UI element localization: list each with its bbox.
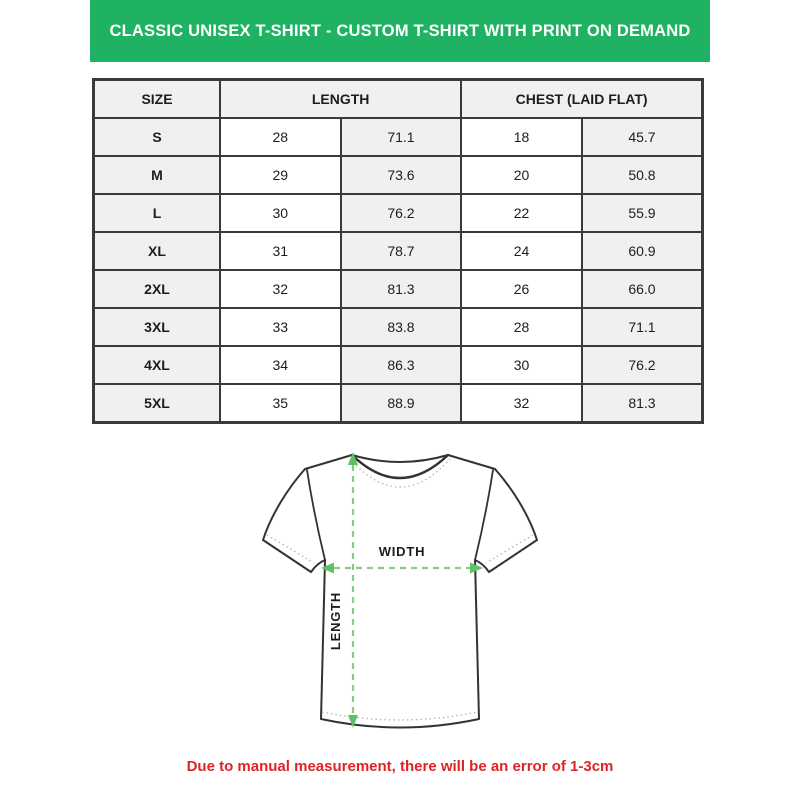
table-row (94, 346, 703, 384)
tshirt-outline-icon (263, 455, 537, 728)
size-cell: 4XL (94, 346, 221, 384)
width-label: WIDTH (378, 544, 426, 559)
size-cell: 3XL (94, 308, 221, 346)
table-row (94, 232, 703, 270)
table-header-row (94, 80, 703, 119)
title-banner (90, 0, 710, 62)
col-header-length: LENGTH (220, 80, 461, 119)
size-cell: M (94, 156, 221, 194)
length-cm-cell: 73.6 (341, 156, 462, 194)
length-cm-cell: 88.9 (341, 384, 462, 423)
size-cell: S (94, 118, 221, 156)
length-in-cell: 28 (220, 118, 341, 156)
length-in-cell: 33 (220, 308, 341, 346)
size-cell: XL (94, 232, 221, 270)
chest-in-cell: 22 (461, 194, 582, 232)
measurement-error-note: Due to manual measurement, there will be an error of 1-3cm (186, 758, 614, 775)
chest-cm-cell: 50.8 (582, 156, 703, 194)
chest-in-cell: 20 (461, 156, 582, 194)
table-row (94, 384, 703, 423)
length-cm-cell: 86.3 (341, 346, 462, 384)
chest-in-cell: 32 (461, 384, 582, 423)
length-in-cell: 29 (220, 156, 341, 194)
length-in-cell: 31 (220, 232, 341, 270)
chest-in-cell: 28 (461, 308, 582, 346)
table-row (94, 194, 703, 232)
chest-in-cell: 18 (461, 118, 582, 156)
length-in-cell: 34 (220, 346, 341, 384)
chest-in-cell: 24 (461, 232, 582, 270)
length-cm-cell: 83.8 (341, 308, 462, 346)
size-chart-table (92, 78, 704, 424)
col-header-chest: CHEST (LAID FLAT) (461, 80, 702, 119)
table-row (94, 308, 703, 346)
chest-cm-cell: 45.7 (582, 118, 703, 156)
chest-cm-cell: 71.1 (582, 308, 703, 346)
chest-cm-cell: 76.2 (582, 346, 703, 384)
size-cell: 2XL (94, 270, 221, 308)
table-row (94, 270, 703, 308)
tshirt-measurement-diagram (250, 443, 550, 748)
chest-in-cell: 26 (461, 270, 582, 308)
length-cm-cell: 76.2 (341, 194, 462, 232)
length-in-cell: 32 (220, 270, 341, 308)
size-cell: 5XL (94, 384, 221, 423)
tshirt-diagram-svg (250, 443, 550, 748)
length-label: LENGTH (328, 591, 343, 651)
chest-in-cell: 30 (461, 346, 582, 384)
length-cm-cell: 71.1 (341, 118, 462, 156)
chest-cm-cell: 60.9 (582, 232, 703, 270)
table-row (94, 156, 703, 194)
page-title: CLASSIC UNISEX T-SHIRT - CUSTOM T-SHIRT WITH PRINT ON DEMAND (109, 21, 691, 40)
length-cm-cell: 78.7 (341, 232, 462, 270)
chest-cm-cell: 66.0 (582, 270, 703, 308)
col-header-size: SIZE (94, 80, 221, 119)
length-in-cell: 30 (220, 194, 341, 232)
length-cm-cell: 81.3 (341, 270, 462, 308)
table-row (94, 118, 703, 156)
chest-cm-cell: 81.3 (582, 384, 703, 423)
chest-cm-cell: 55.9 (582, 194, 703, 232)
size-cell: L (94, 194, 221, 232)
length-in-cell: 35 (220, 384, 341, 423)
